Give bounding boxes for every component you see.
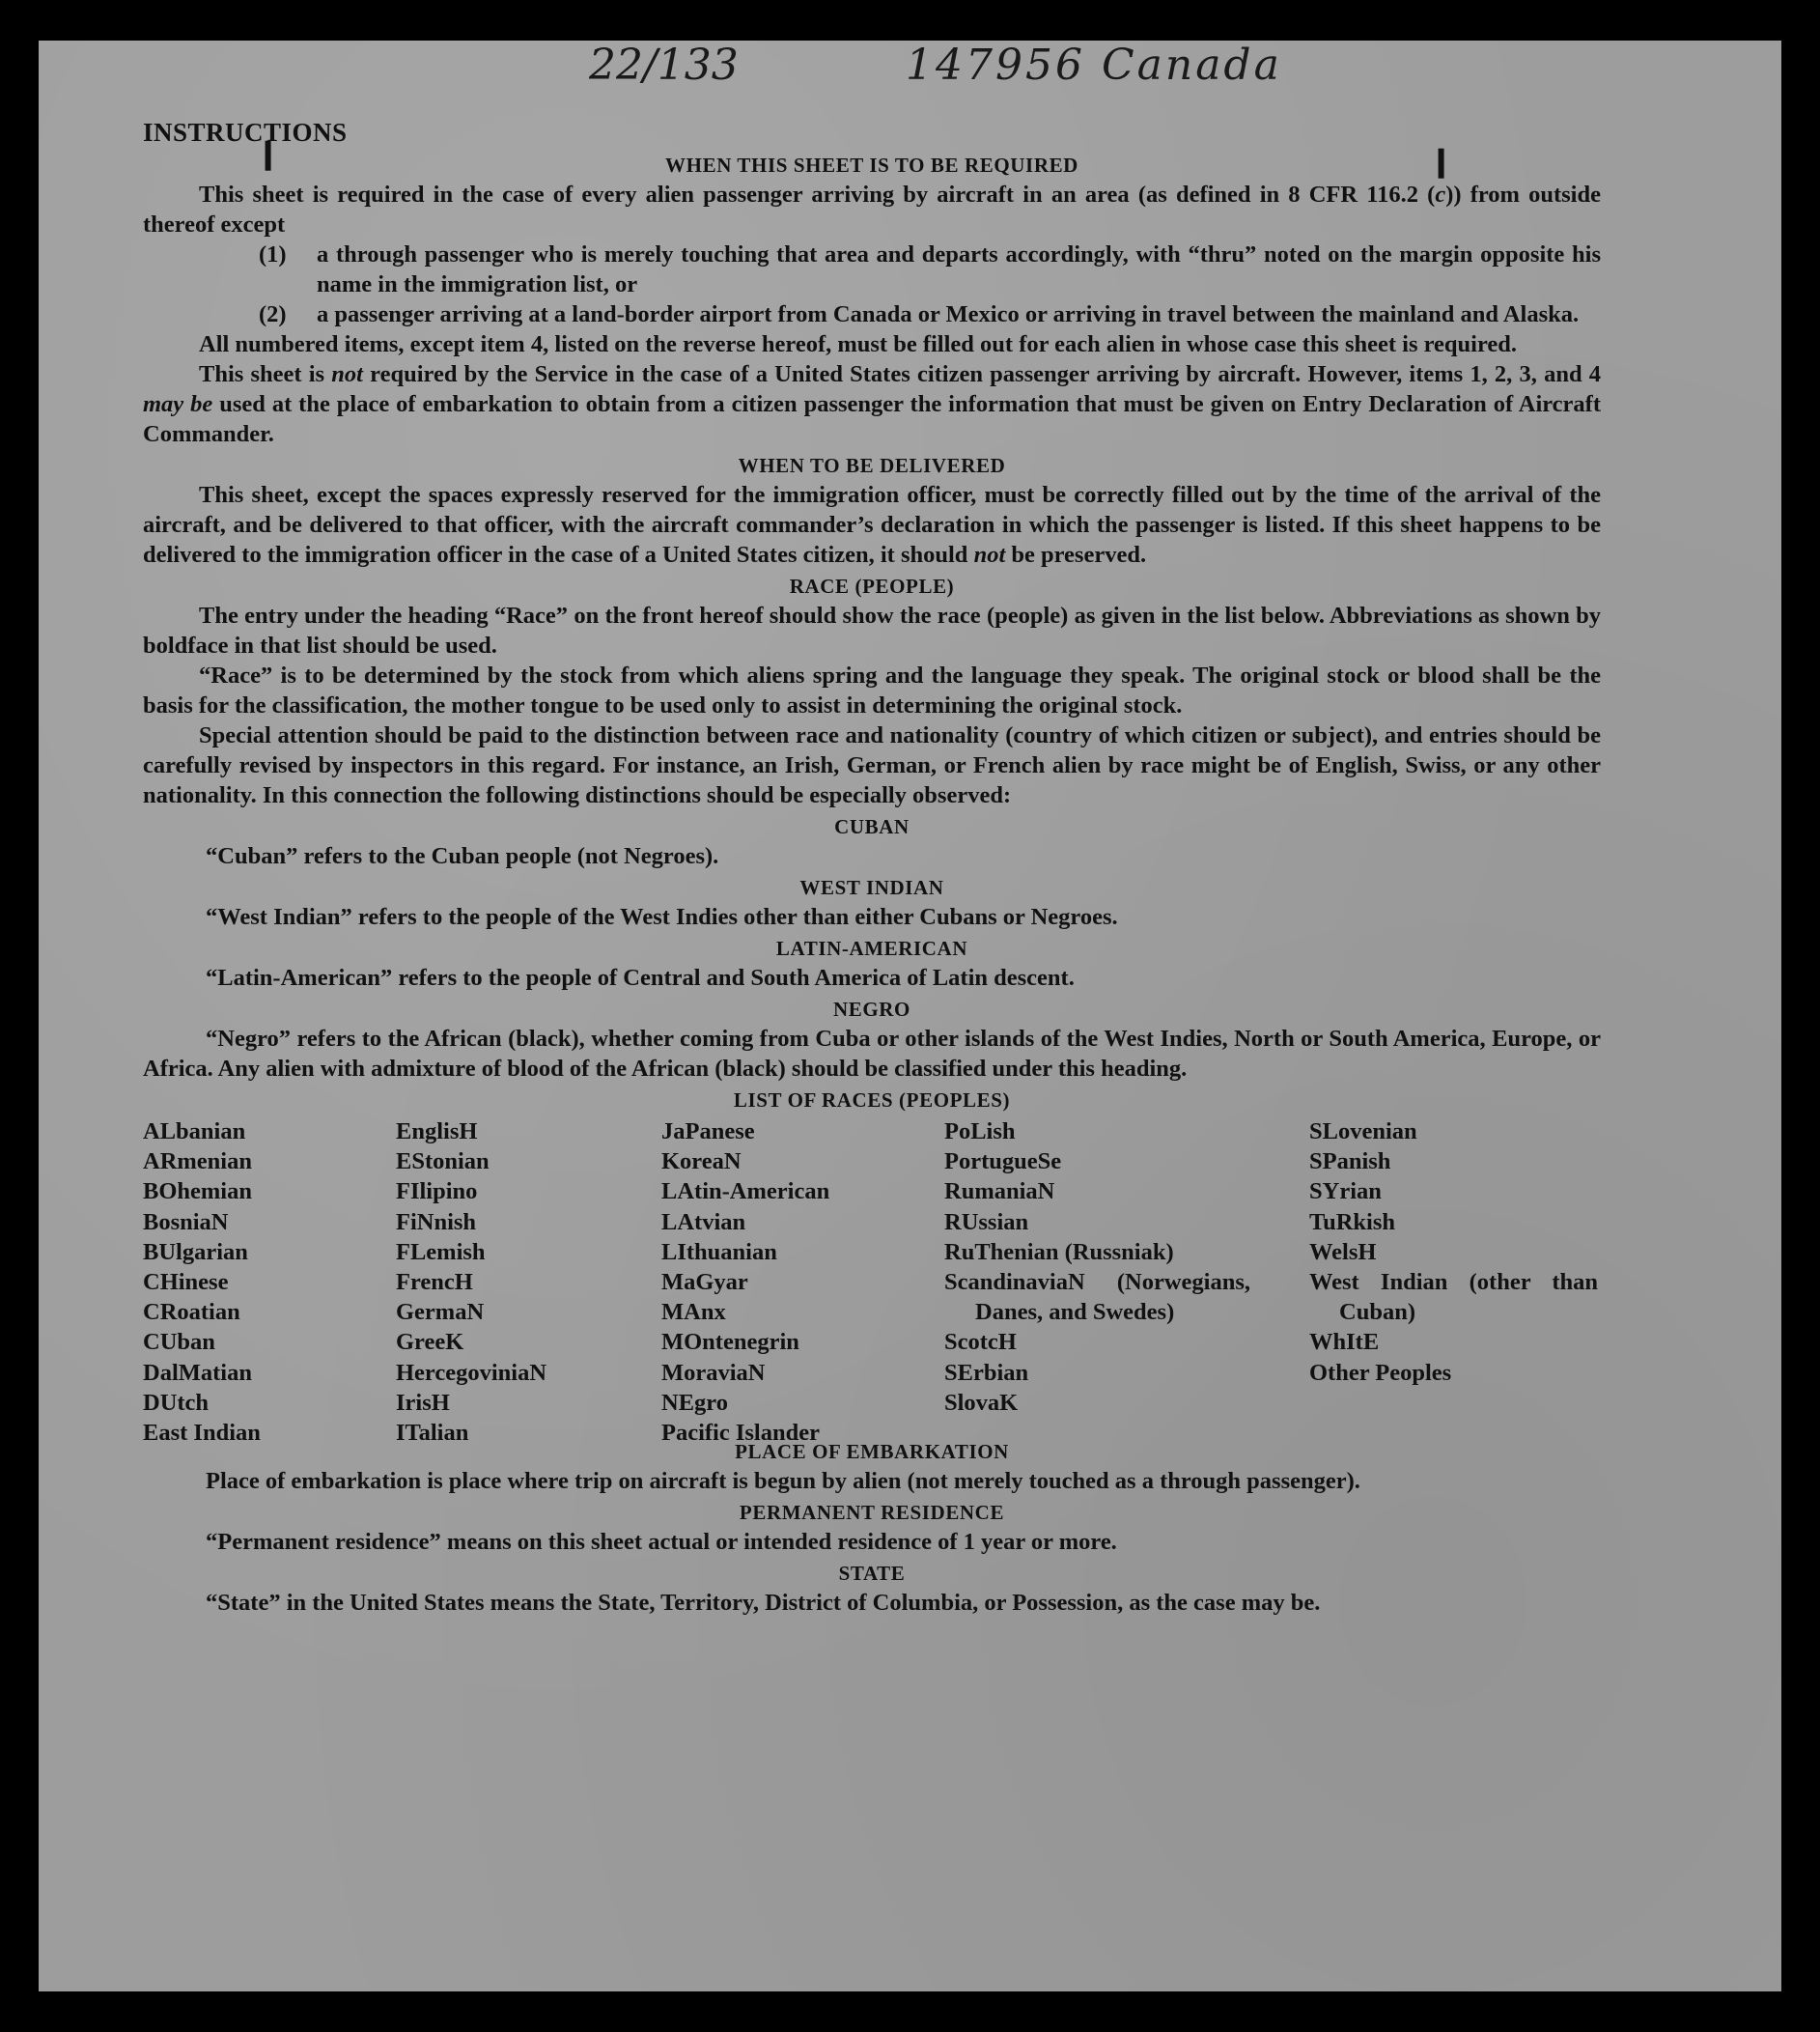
section-heading: LATIN-AMERICAN: [775, 937, 968, 960]
page-title: INSTRUCTIONS: [143, 118, 348, 147]
race-entry: ITalian: [396, 1420, 469, 1447]
list-item: [143, 240, 1601, 299]
race-entry: GermaN: [396, 1299, 485, 1326]
section-heading: RACE (PEOPLE): [789, 575, 955, 598]
race-entry: FIlipino: [396, 1178, 478, 1205]
item-text: a through passenger who is merely touching that area and departs accordingly, with “thru” noted on the margin opposite his name in the immigration list, or: [317, 241, 1601, 297]
handwritten-reference: 147956 Canada: [906, 41, 1282, 90]
race-entry: RuThenian (Russniak): [944, 1238, 1174, 1265]
section-heading: PLACE OF EMBARKATION: [735, 1440, 1009, 1463]
race-entry: MAnx: [661, 1299, 726, 1326]
race-entry: LAtvian: [661, 1208, 746, 1235]
punch-mark: ❙: [256, 138, 281, 170]
paragraph: This sheet is not required by the Service in the case of a United States citizen passenger arriving by aircraft. However, items 1, 2, 3, and 4 may be used at the place of embarkation to obtain from a citizen passenger the information that must be given on Entry Declaration of Aircraft Commander.: [143, 361, 1602, 447]
race-entry: TuRkish: [1309, 1208, 1396, 1235]
race-entry: BosniaN: [143, 1208, 229, 1235]
race-column: [143, 1116, 261, 1448]
list-item: [143, 299, 1601, 329]
race-entry: IrisH: [396, 1389, 450, 1416]
race-entry: Other Peoples: [1309, 1359, 1452, 1386]
document-page: [39, 41, 1781, 1991]
race-entry: WhItE: [1309, 1329, 1380, 1356]
race-entry: FLemish: [396, 1238, 486, 1265]
paragraph: “Race” is to be determined by the stock from which aliens spring and the language they speak. The original stock or blood shall be the basis for the classification, the mother tongue to be used only to assist in determining the original stock.: [143, 663, 1601, 719]
race-entry: ALbanian: [143, 1118, 246, 1144]
exception-list: [143, 240, 1601, 329]
section-heading: CUBAN: [834, 815, 910, 838]
race-entry: SLovenian: [1309, 1118, 1417, 1144]
race-entry: Pacific Islander: [661, 1420, 820, 1447]
race-entry: West Indian (other than Cuban): [1309, 1269, 1598, 1326]
race-entry: GreeK: [396, 1329, 464, 1356]
race-entry: ARmenian: [143, 1148, 252, 1175]
race-entry: BUlgarian: [143, 1238, 248, 1265]
section-heading: LIST OF RACES (PEOPLES): [733, 1088, 1011, 1112]
paragraph: Special attention should be paid to the distinction between race and nationality (country of which citizen or subject), and entries should be carefully revised by inspectors in this regard. For instance, an Irish, German, or French alien by race might be of English, Swiss, or any other nationality. In this connection the following distinctions should be especially observed:: [143, 722, 1601, 808]
race-entry: SErbian: [944, 1359, 1029, 1386]
paragraph: This sheet is required in the case of every alien passenger arriving by aircraft in an area (as defined in 8 CFR 116.2 (c)) from outside thereof except: [143, 182, 1601, 238]
race-entry: RUssian: [944, 1208, 1029, 1235]
race-entry: EStonian: [396, 1148, 490, 1175]
race-entry: CHinese: [143, 1269, 229, 1296]
paragraph: “Permanent residence” means on this sheet actual or intended residence of 1 year or more.: [206, 1529, 1117, 1555]
instructions-body: [143, 116, 1601, 1618]
race-entry: LAtin-American: [661, 1178, 830, 1205]
paragraph: The entry under the heading “Race” on the front hereof should show the race (people) as given in the list below. Abbreviations as shown by boldface in that list should be used.: [143, 603, 1601, 659]
race-entry: DalMatian: [143, 1359, 252, 1386]
race-entry: HercegoviniaN: [396, 1359, 547, 1386]
section-heading: WHEN TO BE DELIVERED: [738, 454, 1006, 477]
punch-mark: ❙: [1429, 146, 1454, 178]
section-heading: WEST INDIAN: [799, 876, 944, 899]
race-entry: East Indian: [143, 1420, 261, 1447]
race-entry: CRoatian: [143, 1299, 240, 1326]
paragraph: “State” in the United States means the State, Territory, District of Columbia, or Possession, as the case may be.: [206, 1590, 1321, 1616]
paragraph: “Cuban” refers to the Cuban people (not Negroes).: [206, 843, 719, 869]
item-number: (2): [259, 301, 287, 327]
race-entry: SPanish: [1309, 1148, 1391, 1175]
race-entry: MOntenegrin: [661, 1329, 799, 1356]
race-entry: LIthuanian: [661, 1238, 777, 1265]
race-entry: ScandinaviaN (Norwegians, Danes, and Swedes): [944, 1269, 1250, 1326]
section-heading: STATE: [838, 1562, 906, 1585]
section-heading: PERMANENT RESIDENCE: [739, 1501, 1005, 1524]
item-number: (1): [259, 241, 287, 268]
section-heading: NEGRO: [832, 998, 910, 1021]
race-column: [944, 1116, 1250, 1418]
paragraph: All numbered items, except item 4, listed on the reverse hereof, must be filled out for each alien in whose case this sheet is required.: [199, 331, 1518, 357]
race-entry: EnglisH: [396, 1118, 478, 1144]
race-entry: PortugueSe: [944, 1148, 1062, 1175]
paragraph: “Negro” refers to the African (black), whether coming from Cuba or other islands of the West Indies, North or South America, Europe, or Africa. Any alien with admixture of blood of the African (black) should be classified under this heading.: [143, 1026, 1601, 1082]
race-entry: RumaniaN: [944, 1178, 1055, 1205]
section-heading: WHEN THIS SHEET IS TO BE REQUIRED: [665, 154, 1078, 177]
race-column: [396, 1116, 546, 1448]
race-entry: WelsH: [1309, 1238, 1377, 1265]
race-list: [143, 1116, 1601, 1447]
race-entry: NEgro: [661, 1389, 728, 1416]
race-entry: ScotcH: [944, 1329, 1017, 1356]
race-entry: KoreaN: [661, 1148, 742, 1175]
race-entry: MaGyar: [661, 1269, 748, 1296]
race-entry: DUtch: [143, 1389, 210, 1416]
race-entry: BOhemian: [143, 1178, 252, 1205]
race-entry: FrencH: [396, 1269, 473, 1296]
item-text: a passenger arriving at a land-border airport from Canada or Mexico or arriving in travel between the mainland and Alaska.: [317, 301, 1580, 327]
race-entry: PoLish: [944, 1118, 1016, 1144]
race-entry: MoraviaN: [661, 1359, 766, 1386]
paragraph: “Latin-American” refers to the people of Central and South America of Latin descent.: [206, 965, 1075, 991]
race-entry: SlovaK: [944, 1389, 1019, 1416]
race-column: [661, 1116, 829, 1448]
paragraph: “West Indian” refers to the people of the West Indies other than either Cubans or Negroes.: [206, 904, 1118, 930]
handwritten-file-number: 22/133: [589, 41, 739, 90]
paragraph: Place of embarkation is place where trip on aircraft is begun by alien (not merely touched as a through passenger).: [206, 1468, 1360, 1494]
race-entry: CUban: [143, 1329, 215, 1356]
paragraph: This sheet, except the spaces expressly reserved for the immigration officer, must be correctly filled out by the time of the arrival of the aircraft, and be delivered to that officer, with the aircraft commander’s declaration in which the passenger is listed. If this sheet happens to be delivered to the immigration officer in the case of a United States citizen, it should not be preserved.: [143, 482, 1601, 568]
race-entry: SYrian: [1309, 1178, 1382, 1205]
race-entry: FiNnish: [396, 1208, 477, 1235]
race-entry: JaPanese: [661, 1118, 755, 1144]
race-column: [1309, 1116, 1598, 1388]
